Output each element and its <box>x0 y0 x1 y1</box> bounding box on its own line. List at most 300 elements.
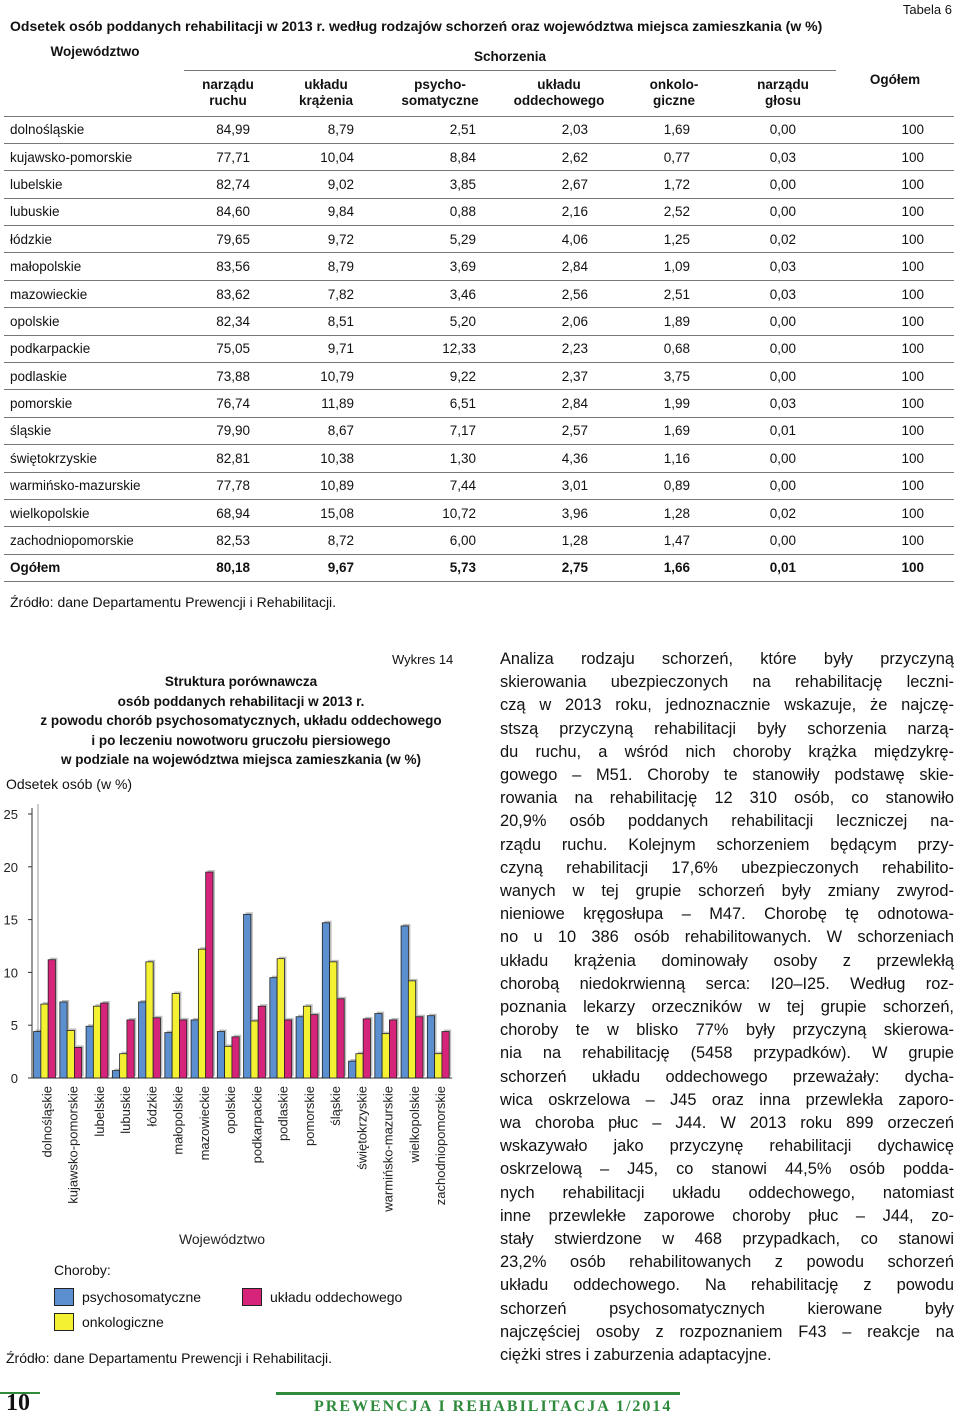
bar-onkologiczne <box>198 949 205 1078</box>
table-cell: 1,69 <box>618 417 730 444</box>
table-cell: 0,00 <box>730 527 836 554</box>
x-tick-label: dolnośląskie <box>39 1086 55 1158</box>
legend-swatch-psychosomatyczne <box>54 1288 74 1306</box>
x-tick-label: wielkopolskie <box>406 1086 422 1163</box>
row-name: opolskie <box>4 308 184 335</box>
table-cell: 0,00 <box>730 171 836 198</box>
row-name: dolnośląskie <box>4 116 184 143</box>
table-cell: 0,00 <box>730 198 836 225</box>
bar-psychosomatyczne <box>112 1071 119 1078</box>
table-row <box>4 253 954 280</box>
chart-title-line: i po leczeniu nowotworu gruczołu piersiowego <box>91 732 391 748</box>
table-cell: 2,51 <box>380 116 500 143</box>
header-col-5-line: giczne <box>652 93 695 108</box>
body-text-line: wskazywało jako przyczynę rehabilitacji dychawicę <box>500 1137 954 1156</box>
x-tick-label: podlaskie <box>275 1086 291 1141</box>
table-cell: 9,22 <box>380 363 500 390</box>
table-cell: 1,28 <box>500 527 618 554</box>
body-text-line: wanych w tej grupie schorzeń były zmiany zwyrod- <box>500 882 954 901</box>
row-name: pomorskie <box>4 390 184 417</box>
header-col-3-line: somatyczne <box>401 93 479 108</box>
x-tick-label: świętokrzyskie <box>354 1086 370 1170</box>
table-cell: 0,01 <box>730 554 836 581</box>
table-cell: 0,00 <box>730 308 836 335</box>
bar-układu-oddechowego <box>179 1020 186 1078</box>
table-cell: 4,36 <box>500 445 618 472</box>
data-table <box>4 44 954 582</box>
table-cell: 0,89 <box>618 472 730 499</box>
table-cell: 10,04 <box>272 143 380 170</box>
body-text-line: wica oskrzelowa – J45 oraz inna przewlekła zaporo- <box>500 1090 954 1109</box>
table-cell: 82,53 <box>184 527 272 554</box>
header-col-6-line: narządu <box>757 77 809 92</box>
table-cell: 100 <box>836 472 954 499</box>
body-text-line: du ruchu, a wśród nich choroby krążka międzykrę- <box>500 742 954 761</box>
chart-title-line: Struktura porównawcza <box>164 674 318 689</box>
table-cell: 12,33 <box>380 335 500 362</box>
legend-label-onkologiczne: onkologiczne <box>82 1314 164 1330</box>
table-cell: 100 <box>836 445 954 472</box>
bar-psychosomatyczne <box>401 926 408 1078</box>
table-cell: 83,62 <box>184 280 272 307</box>
table-cell: 10,72 <box>380 499 500 526</box>
table-cell: 1,47 <box>618 527 730 554</box>
table-cell: 100 <box>836 198 954 225</box>
header-wojewodztwo: Województwo <box>50 44 140 59</box>
table-cell: 2,62 <box>500 143 618 170</box>
bar-onkologiczne <box>382 1034 389 1078</box>
x-axis-label: Województwo <box>178 1231 266 1247</box>
table-cell: 100 <box>836 527 954 554</box>
table-cell: 5,29 <box>380 226 500 253</box>
table-cell: 0,02 <box>730 499 836 526</box>
table-cell: 100 <box>836 280 954 307</box>
bar-psychosomatyczne <box>217 1032 224 1078</box>
chart-y-axis-label: Odsetek osób (w %) <box>6 776 133 792</box>
table-cell: 3,85 <box>380 171 500 198</box>
table-cell: 82,81 <box>184 445 272 472</box>
table-cell: 8,79 <box>272 253 380 280</box>
bar-psychosomatyczne <box>165 1033 172 1078</box>
row-name: mazowieckie <box>4 280 184 307</box>
table-cell: 3,75 <box>618 363 730 390</box>
x-tick-label: pomorskie <box>301 1086 317 1146</box>
table-cell: 0,77 <box>618 143 730 170</box>
bar-układu-oddechowego <box>127 1020 134 1078</box>
table-cell: 2,06 <box>500 308 618 335</box>
table-cell: 100 <box>836 554 954 581</box>
bar-psychosomatyczne <box>244 914 251 1078</box>
table-cell: 0,03 <box>730 390 836 417</box>
y-tick-label: 15 <box>3 912 18 928</box>
header-col-2 <box>272 70 380 116</box>
table-cell: 9,71 <box>272 335 380 362</box>
table-cell: 100 <box>836 335 954 362</box>
table-cell: 68,94 <box>184 499 272 526</box>
table-cell: 6,00 <box>380 527 500 554</box>
table-cell: 100 <box>836 226 954 253</box>
table-cell: 100 <box>836 499 954 526</box>
body-text-line: inne przewlekłe zaporowe choroby płuc – J44, zo- <box>500 1206 954 1225</box>
bar-układu-oddechowego <box>311 1015 318 1078</box>
bar-układu-oddechowego <box>363 1019 370 1078</box>
chart-title <box>6 672 476 770</box>
header-col-1 <box>184 70 272 116</box>
table-cell: 0,88 <box>380 198 500 225</box>
body-text-line: 23,2% osób rehabilitowanych z powodu schorzeń <box>500 1253 954 1272</box>
body-text-line: nia na rehabilitację (5458 przypadków). W grupie <box>500 1044 954 1063</box>
header-col-3-line: psycho- <box>414 77 466 92</box>
body-text-line: no u 10 386 osób rehabilitowanych. W schorzeniach <box>500 928 954 947</box>
body-text-line: rządu ruchu. Kolejnym schorzeniem będącym przy- <box>500 835 954 854</box>
legend-item-onkologiczne <box>54 1313 164 1331</box>
body-text-line: oskrzelową – J45, co stanowi 44,5% osób podda- <box>500 1160 954 1179</box>
table-cell: 100 <box>836 363 954 390</box>
table-cell: 3,96 <box>500 499 618 526</box>
y-tick-label: 25 <box>3 807 18 822</box>
table-cell: 2,75 <box>500 554 618 581</box>
table-cell: 83,56 <box>184 253 272 280</box>
table-row <box>4 390 954 417</box>
body-text-line: gowego – M51. Choroby te stanowiły podstawę skie- <box>500 766 954 785</box>
bar-układu-oddechowego <box>74 1047 81 1078</box>
bar-onkologiczne <box>41 1004 48 1078</box>
table-cell: 80,18 <box>184 554 272 581</box>
x-tick-label: śląskie <box>328 1086 344 1126</box>
header-col-2-line: krążenia <box>298 93 354 108</box>
row-name: Ogółem <box>4 554 184 581</box>
table-cell: 0,03 <box>730 280 836 307</box>
table-cell: 3,01 <box>500 472 618 499</box>
table-cell: 10,89 <box>272 472 380 499</box>
body-text-line: schorzeń układu oddechowego przeważały: dycha- <box>500 1067 954 1086</box>
bar-onkologiczne <box>146 962 153 1078</box>
table-row <box>4 363 954 390</box>
body-text-line: poznania lekarzy orzeczników w tej grupie schorzeń, <box>500 998 954 1017</box>
chart-title-line: z powodu chorób psychosomatycznych, układu oddechowego <box>40 713 442 728</box>
table-cell: 8,67 <box>272 417 380 444</box>
header-schorzenia: Schorzenia <box>184 44 836 70</box>
header-col-5 <box>618 70 730 116</box>
table-row <box>4 198 954 225</box>
bar-onkologiczne <box>225 1046 232 1078</box>
bar-onkologiczne <box>67 1030 74 1078</box>
row-name: warmińsko-mazurskie <box>4 472 184 499</box>
table-row <box>4 226 954 253</box>
table-cell: 79,65 <box>184 226 272 253</box>
table-cell: 9,67 <box>272 554 380 581</box>
table-cell: 82,74 <box>184 171 272 198</box>
table-cell: 3,46 <box>380 280 500 307</box>
x-tick-label: warmińsko-mazurskie <box>380 1086 396 1212</box>
table-row <box>4 554 954 581</box>
header-col-6-line: głosu <box>765 93 801 108</box>
table-cell: 8,84 <box>380 143 500 170</box>
table-cell: 2,56 <box>500 280 618 307</box>
table-cell: 11,89 <box>272 390 380 417</box>
table-row <box>4 417 954 444</box>
bar-układu-oddechowego <box>232 1037 239 1078</box>
x-tick-label: zachodniopomorskie <box>433 1086 449 1206</box>
table-cell: 77,78 <box>184 472 272 499</box>
legend-label-psychosomatyczne: psychosomatyczne <box>82 1289 202 1305</box>
table-cell: 73,88 <box>184 363 272 390</box>
table-row <box>4 445 954 472</box>
table-cell: 1,99 <box>618 390 730 417</box>
table-cell: 1,09 <box>618 253 730 280</box>
legend-item-oddechowego <box>242 1288 402 1306</box>
table-cell: 0,00 <box>730 116 836 143</box>
header-col-2-line: układu <box>304 77 348 92</box>
table-cell: 3,69 <box>380 253 500 280</box>
legend-title: Choroby: <box>54 1262 111 1278</box>
body-text-line: czą w 2013 roku, jednoznacznie wskazuje, że najczę- <box>500 696 954 715</box>
table-row <box>4 499 954 526</box>
table-cell: 0,02 <box>730 226 836 253</box>
bar-psychosomatyczne <box>86 1026 93 1078</box>
bar-układu-oddechowego <box>389 1020 396 1078</box>
bar-onkologiczne <box>120 1054 127 1078</box>
table-cell: 2,84 <box>500 390 618 417</box>
body-text-line: czyną rehabilitacji 17,6% ubezpieczonych rehabilito- <box>500 858 954 877</box>
body-text-line: schorzeń psychosomatycznych kierowane były <box>500 1299 954 1318</box>
table-cell: 2,37 <box>500 363 618 390</box>
bar-układu-oddechowego <box>48 960 55 1078</box>
header-col-1-line: narządu <box>202 77 254 92</box>
table-cell: 0,00 <box>730 335 836 362</box>
x-tick-label: opolskie <box>223 1086 239 1134</box>
x-tick-label: łódzkie <box>144 1086 160 1127</box>
x-tick-label: lubuskie <box>118 1086 134 1134</box>
bar-psychosomatyczne <box>60 1002 67 1078</box>
header-col-5-line: onkolo- <box>649 77 699 92</box>
body-text-line: układu krążenia dominowały osoby z przewlekłą <box>500 951 954 970</box>
table-row <box>4 116 954 143</box>
table-cell: 1,25 <box>618 226 730 253</box>
bar-psychosomatyczne <box>427 1016 434 1078</box>
body-text-line: ciężki stres i zaburzenia adaptacyjne. <box>500 1346 772 1365</box>
x-tick-label: kujawsko-pomorskie <box>65 1086 81 1204</box>
bar-układu-oddechowego <box>258 1006 265 1078</box>
table-cell: 2,16 <box>500 198 618 225</box>
body-text-line: układu oddechowego. Na rehabilitację z powodu <box>500 1276 954 1295</box>
table-cell: 4,06 <box>500 226 618 253</box>
y-tick-label: 0 <box>10 1071 18 1086</box>
table-cell: 1,30 <box>380 445 500 472</box>
table-cell: 2,23 <box>500 335 618 362</box>
table-row <box>4 335 954 362</box>
bar-onkologiczne <box>435 1054 442 1078</box>
bar-chart <box>0 798 480 1258</box>
table-cell: 2,84 <box>500 253 618 280</box>
y-tick-label: 5 <box>10 1018 18 1034</box>
table-cell: 1,16 <box>618 445 730 472</box>
table-cell: 2,52 <box>618 198 730 225</box>
bar-psychosomatyczne <box>322 923 329 1078</box>
bar-układu-oddechowego <box>284 1020 291 1078</box>
table-cell: 0,68 <box>618 335 730 362</box>
bar-onkologiczne <box>277 959 284 1078</box>
bar-układu-oddechowego <box>153 1018 160 1078</box>
table-cell: 2,57 <box>500 417 618 444</box>
table-cell: 0,01 <box>730 417 836 444</box>
table-cell: 0,00 <box>730 472 836 499</box>
table-cell: 2,67 <box>500 171 618 198</box>
table-cell: 0,03 <box>730 253 836 280</box>
table-cell: 79,90 <box>184 417 272 444</box>
body-text-line: nieniowe kręgosłupa – M47. Chorobę tę odnotowa- <box>500 905 954 924</box>
row-name: zachodniopomorskie <box>4 527 184 554</box>
table-cell: 2,51 <box>618 280 730 307</box>
table-cell: 8,72 <box>272 527 380 554</box>
chart-source: Źródło: dane Departamentu Prewencji i Rehabilitacji. <box>6 1350 333 1366</box>
header-col-4 <box>500 70 618 116</box>
table-row <box>4 308 954 335</box>
table-cell: 84,60 <box>184 198 272 225</box>
table-cell: 9,02 <box>272 171 380 198</box>
header-col-3 <box>380 70 500 116</box>
row-name: podlaskie <box>4 363 184 390</box>
table-cell: 1,69 <box>618 116 730 143</box>
y-tick-label: 10 <box>3 965 18 981</box>
row-name: łódzkie <box>4 226 184 253</box>
table-cell: 6,51 <box>380 390 500 417</box>
table-cell: 1,66 <box>618 554 730 581</box>
row-name: świętokrzyskie <box>4 445 184 472</box>
table-cell: 100 <box>836 116 954 143</box>
table-cell: 9,84 <box>272 198 380 225</box>
row-name: małopolskie <box>4 253 184 280</box>
table-row <box>4 280 954 307</box>
body-text-line: rowania na rehabilitację 12 310 osób, co stanowiło <box>500 789 954 808</box>
bar-psychosomatyczne <box>375 1014 382 1078</box>
legend-item-psychosomatyczne <box>54 1288 201 1306</box>
bar-onkologiczne <box>408 981 415 1078</box>
body-text-line: najczęściej osoby z rozpoznaniem F43 – reakcje na <box>500 1322 954 1341</box>
table-cell: 100 <box>836 417 954 444</box>
header-col-1-line: ruchu <box>209 93 247 108</box>
bar-układu-oddechowego <box>442 1032 449 1078</box>
bar-psychosomatyczne <box>139 1002 146 1078</box>
body-text-line: stszą przyczyną rehabilitacji były schorzenia narzą- <box>500 719 954 738</box>
bar-układu-oddechowego <box>337 999 344 1078</box>
bar-psychosomatyczne <box>270 978 277 1078</box>
table-cell: 100 <box>836 253 954 280</box>
footer-publication: PREWENCJA I REHABILITACJA 1/2014 <box>314 1398 673 1415</box>
page-number: 10 <box>6 1390 30 1416</box>
table-cell: 76,74 <box>184 390 272 417</box>
table-cell: 5,20 <box>380 308 500 335</box>
y-tick-label: 20 <box>3 859 18 875</box>
table-title: Odsetek osób poddanych rehabilitacji w 2013 r. według rodzajów schorzeń oraz województwa miejsca zamieszkania (w %) <box>10 18 823 34</box>
table-cell: 82,34 <box>184 308 272 335</box>
table-label: Tabela 6 <box>902 2 952 17</box>
legend-label-oddechowego: układu oddechowego <box>270 1289 403 1305</box>
bar-psychosomatyczne <box>191 1020 198 1078</box>
bar-układu-oddechowego <box>101 1003 108 1078</box>
header-col-6 <box>730 70 836 116</box>
table-cell: 1,28 <box>618 499 730 526</box>
chart-title-line: w podziale na województwa miejsca zamieszkania (w %) <box>60 752 422 767</box>
bar-psychosomatyczne <box>34 1032 41 1078</box>
body-text-line: Analiza rodzaju schorzeń, które były przyczyną <box>500 650 954 668</box>
table-cell: 5,73 <box>380 554 500 581</box>
table-cell: 10,38 <box>272 445 380 472</box>
table-cell: 100 <box>836 143 954 170</box>
header-ogolem: Ogółem <box>869 71 921 87</box>
x-tick-label: małopolskie <box>170 1086 186 1155</box>
x-tick-label: podkarpackie <box>249 1086 265 1164</box>
body-text-line: wa choroba płuc – J44. W 2013 roku 899 orzeczeń <box>500 1114 954 1133</box>
bar-onkologiczne <box>93 1006 100 1078</box>
body-text-line: chorobą niedokrwienną serca: I20–I25. Według roz- <box>500 974 954 993</box>
chart-label: Wykres 14 <box>392 652 454 667</box>
table-cell: 9,72 <box>272 226 380 253</box>
table-cell: 77,71 <box>184 143 272 170</box>
table-cell: 0,00 <box>730 445 836 472</box>
table-row <box>4 472 954 499</box>
table-cell: 100 <box>836 171 954 198</box>
bar-onkologiczne <box>330 962 337 1078</box>
table-cell: 7,82 <box>272 280 380 307</box>
bar-układu-oddechowego <box>206 872 213 1078</box>
row-name: podkarpackie <box>4 335 184 362</box>
table-cell: 1,72 <box>618 171 730 198</box>
table-cell: 0,00 <box>730 363 836 390</box>
row-name: wielkopolskie <box>4 499 184 526</box>
table-cell: 7,44 <box>380 472 500 499</box>
row-name: śląskie <box>4 417 184 444</box>
bar-onkologiczne <box>356 1054 363 1078</box>
table-cell: 1,89 <box>618 308 730 335</box>
legend-swatch-oddechowego <box>242 1288 262 1306</box>
row-name: kujawsko-pomorskie <box>4 143 184 170</box>
table-cell: 8,79 <box>272 116 380 143</box>
table-cell: 15,08 <box>272 499 380 526</box>
table-cell: 7,17 <box>380 417 500 444</box>
table-row <box>4 143 954 170</box>
table-cell: 75,05 <box>184 335 272 362</box>
x-tick-label: lubelskie <box>91 1086 107 1137</box>
legend-swatch-onkologiczne <box>54 1313 74 1331</box>
header-col-4-line: układu <box>537 77 581 92</box>
body-text-line: choroby te w blisko 77% były przyczyną skierowa- <box>500 1021 954 1040</box>
table-cell: 84,99 <box>184 116 272 143</box>
bar-układu-oddechowego <box>416 1017 423 1078</box>
header-col-4-line: oddechowego <box>513 93 605 108</box>
table-row <box>4 527 954 554</box>
bar-psychosomatyczne <box>349 1061 356 1078</box>
chart-title-line: osób poddanych rehabilitacji w 2013 r. <box>117 693 365 709</box>
body-text <box>500 648 954 1367</box>
table-cell: 100 <box>836 308 954 335</box>
row-name: lubuskie <box>4 198 184 225</box>
x-tick-label: mazowieckie <box>196 1086 212 1161</box>
bar-psychosomatyczne <box>296 1017 303 1078</box>
table-cell: 0,03 <box>730 143 836 170</box>
bar-onkologiczne <box>303 1006 310 1078</box>
table-source: Źródło: dane Departamentu Prewencji i Rehabilitacji. <box>10 594 337 610</box>
bar-onkologiczne <box>172 994 179 1078</box>
body-text-line: 20,9% osób poddanych rehabilitacji leczniczej na- <box>500 812 954 831</box>
table-cell: 100 <box>836 390 954 417</box>
table-row <box>4 171 954 198</box>
table-cell: 10,79 <box>272 363 380 390</box>
body-text-line: skierowania ubezpieczonych na rehabilitację leczni- <box>500 673 954 692</box>
row-name: lubelskie <box>4 171 184 198</box>
bar-onkologiczne <box>251 1021 258 1078</box>
table-cell: 2,03 <box>500 116 618 143</box>
